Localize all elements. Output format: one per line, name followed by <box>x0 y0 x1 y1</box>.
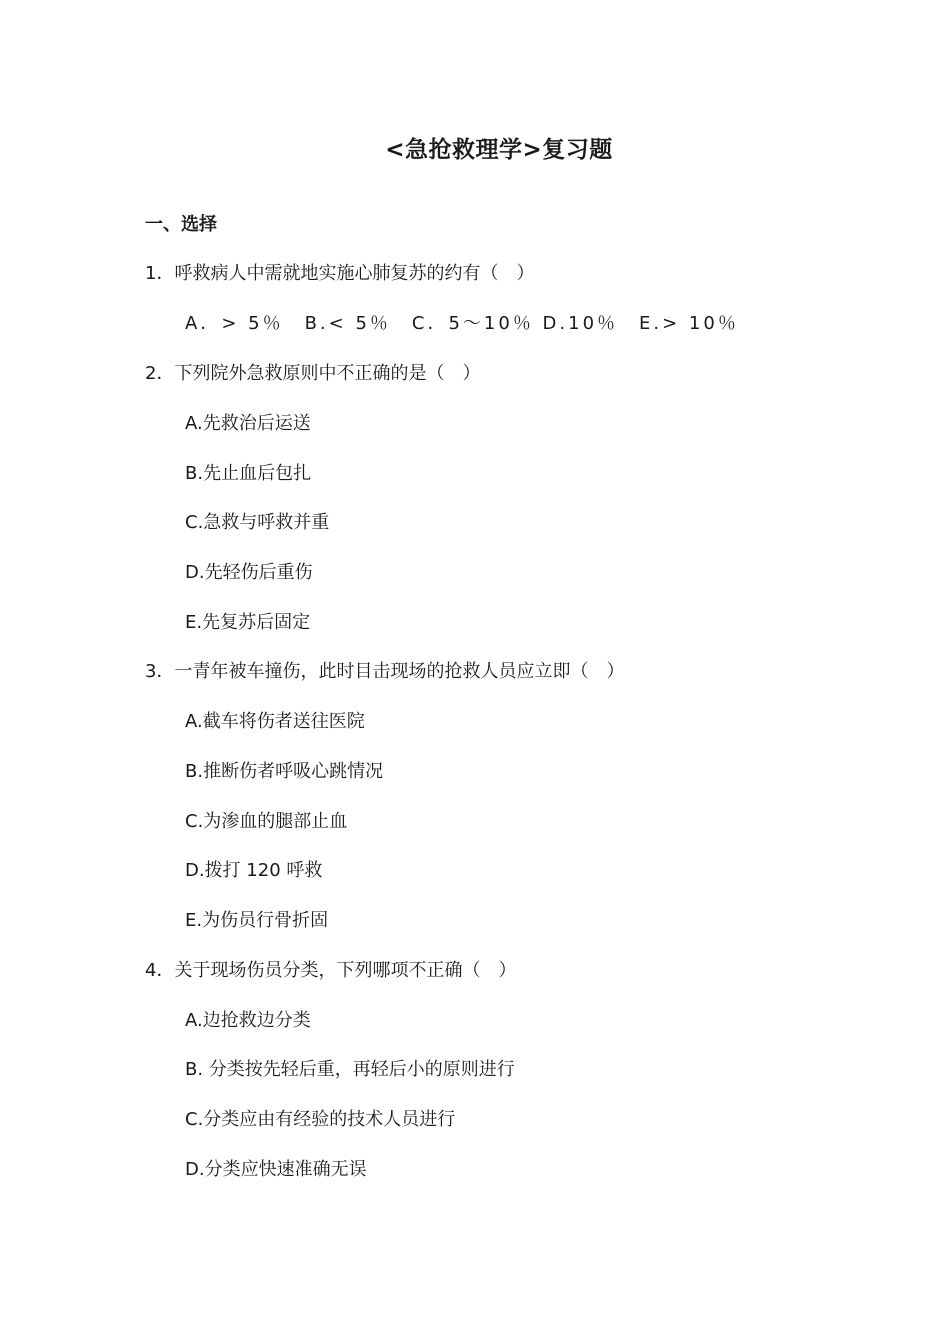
document-title: <急抢救理学>复习题 <box>385 137 613 163</box>
question-3-option-a: A.截车将伤者送往医院 <box>185 711 365 732</box>
question-2-option-c: C.急救与呼救并重 <box>185 512 330 533</box>
question-1: 1．呼救病人中需就地实施心肺复苏的约有（ ） <box>145 263 535 284</box>
question-3-option-d: D.拨打 120 呼救 <box>185 860 323 881</box>
question-2-option-b: B.先止血后包扎 <box>185 463 312 484</box>
question-3-option-c: C.为渗血的腿部止血 <box>185 811 348 832</box>
question-4: 4．关于现场伤员分类，下列哪项不正确（ ） <box>145 960 517 981</box>
question-2-option-a: A.先救治后运送 <box>185 413 311 434</box>
question-3-option-e: E.为伤员行骨折固 <box>185 910 329 931</box>
question-2-option-d: D.先轻伤后重伤 <box>185 562 313 583</box>
question-3: 3．一青年被车撞伤，此时目击现场的抢救人员应立即（ ） <box>145 661 625 682</box>
question-3-option-b: B.推断伤者呼吸心跳情况 <box>185 761 384 782</box>
question-2-option-e: E.先复苏后固定 <box>185 612 311 633</box>
question-4-option-c: C.分类应由有经验的技术人员进行 <box>185 1109 456 1130</box>
question-1-options: A．> 5％ B.< 5％ C．5～10％ D.10％ E.> 10％ <box>185 313 739 334</box>
question-4-option-d: D.分类应快速准确无误 <box>185 1159 367 1180</box>
question-4-option-b: B. 分类按先轻后重，再轻后小的原则进行 <box>185 1059 515 1080</box>
question-2: 2．下列院外急救原则中不正确的是（ ） <box>145 363 481 384</box>
question-4-option-a: A.边抢救边分类 <box>185 1010 311 1031</box>
section-heading: 一、选择 <box>145 214 217 235</box>
